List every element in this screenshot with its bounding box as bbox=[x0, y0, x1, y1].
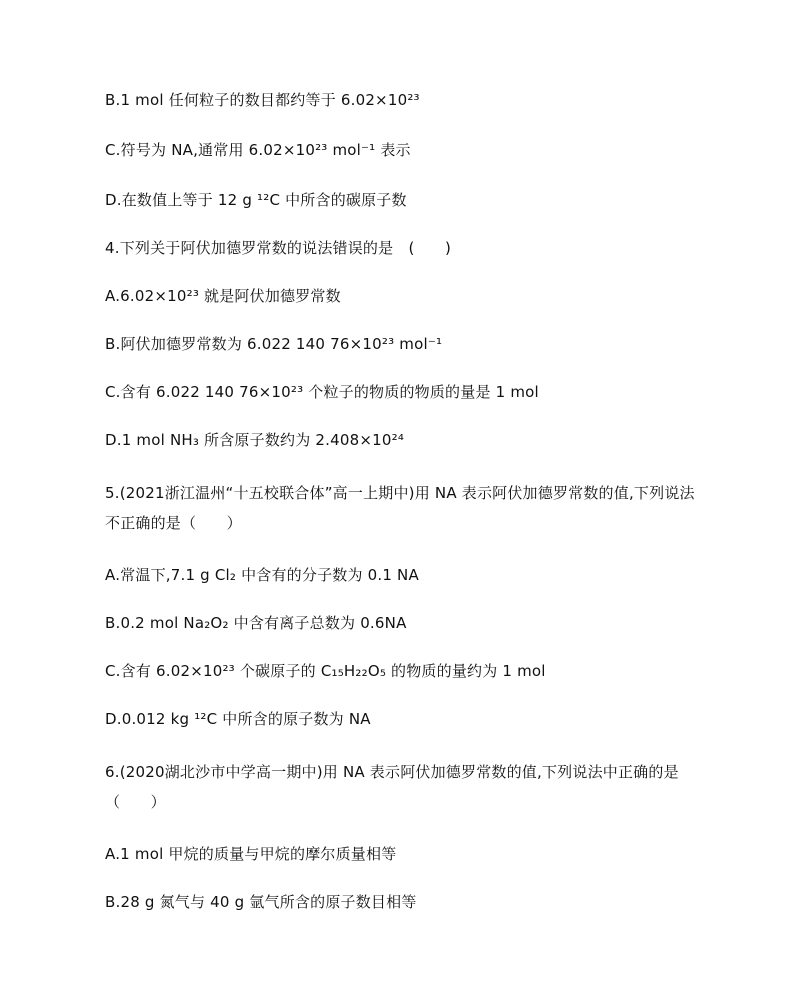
option-line: D.0.012 kg ¹²C 中所含的原子数为 NA bbox=[105, 710, 371, 728]
option-line: B.0.2 mol Na₂O₂ 中含有离子总数为 0.6NA bbox=[105, 614, 407, 632]
option-line: C.符号为 NA,通常用 6.02×10²³ mol⁻¹ 表示 bbox=[105, 141, 411, 159]
option-line: D.1 mol NH₃ 所含原子数约为 2.408×10²⁴ bbox=[105, 431, 405, 449]
option-line: B.阿伏加德罗常数为 6.022 140 76×10²³ mol⁻¹ bbox=[105, 335, 443, 353]
option-line: A.1 mol 甲烷的质量与甲烷的摩尔质量相等 bbox=[105, 845, 397, 863]
question-4: 4.下列关于阿伏加德罗常数的说法错误的是 ( ) bbox=[105, 239, 452, 257]
option-line: A.常温下,7.1 g Cl₂ 中含有的分子数为 0.1 NA bbox=[105, 566, 419, 584]
option-line: A.6.02×10²³ 就是阿伏加德罗常数 bbox=[105, 287, 341, 305]
option-line: B.1 mol 任何粒子的数目都约等于 6.02×10²³ bbox=[105, 91, 420, 109]
question-5: 5.(2021浙江温州“十五校联合体”高一上期中)用 NA 表示阿伏加德罗常数的值,下列说法不正确的是（ ） bbox=[105, 484, 695, 532]
option-line: D.在数值上等于 12 g ¹²C 中所含的碳原子数 bbox=[105, 191, 407, 209]
option-line: C.含有 6.022 140 76×10²³ 个粒子的物质的物质的量是 1 mol bbox=[105, 383, 539, 401]
option-line: B.28 g 氮气与 40 g 氩气所含的原子数目相等 bbox=[105, 893, 417, 911]
option-line: C.含有 6.02×10²³ 个碳原子的 C₁₅H₂₂O₅ 的物质的量约为 1 mol bbox=[105, 662, 546, 680]
question-6: 6.(2020湖北沙市中学高一期中)用 NA 表示阿伏加德罗常数的值,下列说法中正确的是（ ） bbox=[105, 763, 679, 811]
